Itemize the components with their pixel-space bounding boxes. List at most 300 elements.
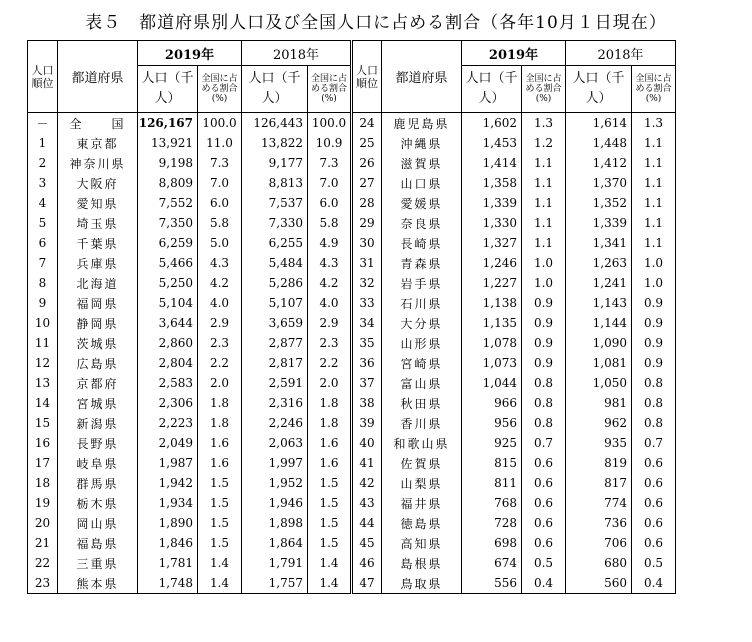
prefecture-cell: 沖縄県 bbox=[382, 133, 462, 153]
population-2019-cell: 1,890 bbox=[138, 513, 198, 533]
share-2018-cell: 2.3 bbox=[308, 333, 352, 353]
share-2019-cell: 0.8 bbox=[522, 393, 566, 413]
share-2018-cell: 1.4 bbox=[308, 553, 352, 573]
population-2018-cell: 1,241 bbox=[566, 273, 632, 293]
rank-cell: 27 bbox=[359, 176, 375, 190]
prefecture-cell: 山梨県 bbox=[382, 473, 462, 493]
population-2018-cell: 2,246 bbox=[242, 413, 308, 433]
share-2019-cell: 2.9 bbox=[198, 313, 242, 333]
share-2018-cell: 6.0 bbox=[308, 193, 352, 213]
share-2019-cell: 1.1 bbox=[522, 233, 566, 253]
population-2019-cell: 5,104 bbox=[138, 293, 198, 313]
prefecture-cell: 滋賀県 bbox=[382, 153, 462, 173]
population-2018-cell: 1,898 bbox=[242, 513, 308, 533]
population-2019-cell: 1,987 bbox=[138, 453, 198, 473]
population-2018-cell: 9,177 bbox=[242, 153, 308, 173]
population-2018-cell: 706 bbox=[566, 533, 632, 553]
population-2018-cell: 1,339 bbox=[566, 213, 632, 233]
population-2018-cell: 1,952 bbox=[242, 473, 308, 493]
share-2018-cell: 1.6 bbox=[308, 453, 352, 473]
share-2018-cell: 0.9 bbox=[632, 333, 676, 353]
rank-cell: 6 bbox=[28, 233, 58, 253]
share-2018-cell: 5.8 bbox=[308, 213, 352, 233]
population-2019-cell: 698 bbox=[462, 533, 522, 553]
rank-cell: 3 bbox=[28, 173, 58, 193]
table-row bbox=[28, 553, 676, 573]
population-2019-cell: 1,044 bbox=[462, 373, 522, 393]
share-2019-cell: 4.0 bbox=[198, 293, 242, 313]
rank-cell: 25 bbox=[359, 136, 375, 150]
population-2019-cell: 1,846 bbox=[138, 533, 198, 553]
share-2019-header-right: 全国に占める割合(%) bbox=[522, 66, 566, 113]
rank-cell: 21 bbox=[28, 533, 58, 553]
share-2019-cell: 0.9 bbox=[522, 333, 566, 353]
population-2018-cell: 819 bbox=[566, 453, 632, 473]
population-2019-cell: 811 bbox=[462, 473, 522, 493]
rank-cell: 16 bbox=[28, 433, 58, 453]
share-2019-cell: 1.4 bbox=[198, 553, 242, 573]
prefecture-cell: 島根県 bbox=[382, 553, 462, 573]
rank-cell: 2 bbox=[28, 153, 58, 173]
year-2019-header-right: 2019年 bbox=[462, 41, 566, 66]
share-2018-cell: 1.8 bbox=[308, 413, 352, 433]
rank-cell: 38 bbox=[359, 396, 375, 410]
prefecture-cell: 秋田県 bbox=[382, 393, 462, 413]
table-body bbox=[28, 113, 676, 594]
population-2018-cell: 8,813 bbox=[242, 173, 308, 193]
table-row bbox=[28, 193, 676, 213]
population-2018-cell: 2,591 bbox=[242, 373, 308, 393]
year-2019-header: 2019年 bbox=[138, 41, 242, 66]
share-2019-cell: 0.7 bbox=[522, 433, 566, 453]
population-2019-cell: 1,227 bbox=[462, 273, 522, 293]
population-2019-cell: 674 bbox=[462, 553, 522, 573]
prefecture-cell: 青森県 bbox=[382, 253, 462, 273]
share-2019-cell: 1.1 bbox=[522, 173, 566, 193]
population-2019-cell: 7,350 bbox=[138, 213, 198, 233]
table-row bbox=[28, 473, 676, 493]
population-2019-cell: 5,466 bbox=[138, 253, 198, 273]
share-2018-cell: 0.6 bbox=[632, 453, 676, 473]
share-2019-cell: 11.0 bbox=[198, 133, 242, 153]
share-2018-cell: 0.6 bbox=[632, 533, 676, 553]
rank-cell: 37 bbox=[359, 376, 375, 390]
share-2018-cell: 1.5 bbox=[308, 493, 352, 513]
rank-cell: 36 bbox=[359, 356, 375, 370]
population-2018-cell: 2,817 bbox=[242, 353, 308, 373]
rank-cell: 35 bbox=[359, 336, 375, 350]
population-2018-cell: 1,352 bbox=[566, 193, 632, 213]
table-row bbox=[28, 133, 676, 153]
prefecture-cell: 群馬県 bbox=[58, 473, 138, 493]
share-2019-cell: 5.8 bbox=[198, 213, 242, 233]
share-2018-cell: 0.9 bbox=[632, 353, 676, 373]
population-2019-cell: 966 bbox=[462, 393, 522, 413]
share-2018-cell: 2.9 bbox=[308, 313, 352, 333]
prefecture-cell: 千葉県 bbox=[58, 233, 138, 253]
share-2018-cell: 1.5 bbox=[308, 473, 352, 493]
share-2019-cell: 0.8 bbox=[522, 373, 566, 393]
population-2019-cell: 1,934 bbox=[138, 493, 198, 513]
share-2019-cell: 7.0 bbox=[198, 173, 242, 193]
share-2018-cell: 1.1 bbox=[632, 173, 676, 193]
share-2019-cell: 5.0 bbox=[198, 233, 242, 253]
population-2019-cell: 1,330 bbox=[462, 213, 522, 233]
population-2018-cell: 2,877 bbox=[242, 333, 308, 353]
rank-cell: 12 bbox=[28, 353, 58, 373]
population-2018-cell: 5,286 bbox=[242, 273, 308, 293]
table-row bbox=[28, 513, 676, 533]
share-2019-cell: 0.8 bbox=[522, 413, 566, 433]
table-row bbox=[28, 273, 676, 293]
share-2018-header-right: 全国に占める割合(%) bbox=[632, 66, 676, 113]
share-2018-cell: 4.2 bbox=[308, 273, 352, 293]
population-2019-cell: 2,860 bbox=[138, 333, 198, 353]
prefecture-cell: 長野県 bbox=[58, 433, 138, 453]
share-2018-cell: 4.0 bbox=[308, 293, 352, 313]
prefecture-cell: 神奈川県 bbox=[58, 153, 138, 173]
share-2019-cell: 0.6 bbox=[522, 473, 566, 493]
rank-cell: 33 bbox=[359, 296, 375, 310]
rank-cell: 19 bbox=[28, 493, 58, 513]
share-2018-cell: 1.0 bbox=[632, 253, 676, 273]
rank-header: 人口順位 bbox=[28, 41, 58, 113]
population-2019-cell: 2,223 bbox=[138, 413, 198, 433]
table-row bbox=[28, 333, 676, 353]
prefecture-cell: 岡山県 bbox=[58, 513, 138, 533]
population-2018-cell: 1,144 bbox=[566, 313, 632, 333]
prefecture-cell: 宮崎県 bbox=[382, 353, 462, 373]
prefecture-cell: 京都府 bbox=[58, 373, 138, 393]
rank-cell: 23 bbox=[28, 573, 58, 594]
rank-cell: 17 bbox=[28, 453, 58, 473]
table-row bbox=[28, 413, 676, 433]
prefecture-cell: 北海道 bbox=[58, 273, 138, 293]
share-2018-cell: 10.9 bbox=[308, 133, 352, 153]
table-row bbox=[28, 573, 676, 594]
rank-cell: 29 bbox=[359, 216, 375, 230]
share-2018-cell: 1.1 bbox=[632, 153, 676, 173]
share-2019-cell: 2.3 bbox=[198, 333, 242, 353]
rank-cell: 15 bbox=[28, 413, 58, 433]
prefecture-cell: 山形県 bbox=[382, 333, 462, 353]
population-2019-cell: 1,358 bbox=[462, 173, 522, 193]
rank-cell: 24 bbox=[352, 113, 382, 134]
rank-cell: 18 bbox=[28, 473, 58, 493]
rank-cell: 13 bbox=[28, 373, 58, 393]
population-2019-cell: 1,327 bbox=[462, 233, 522, 253]
rank-cell: 39 bbox=[359, 416, 375, 430]
rank-cell: 41 bbox=[359, 456, 375, 470]
rank-cell: 26 bbox=[359, 156, 375, 170]
prefecture-cell: 福島県 bbox=[58, 533, 138, 553]
rank-cell: 10 bbox=[28, 313, 58, 333]
share-2019-cell: 6.0 bbox=[198, 193, 242, 213]
rank-cell: 7 bbox=[28, 253, 58, 273]
rank-header-right: 人口順位 bbox=[352, 41, 382, 113]
prefecture-cell: 愛媛県 bbox=[382, 193, 462, 213]
table-row bbox=[28, 213, 676, 233]
share-2019-header: 全国に占める割合(%) bbox=[198, 66, 242, 113]
prefecture-cell: 徳島県 bbox=[382, 513, 462, 533]
population-2018-cell: 1,081 bbox=[566, 353, 632, 373]
population-2019-cell: 1,748 bbox=[138, 573, 198, 594]
share-2019-cell: 2.0 bbox=[198, 373, 242, 393]
table-row bbox=[28, 393, 676, 413]
population-2019-cell: 925 bbox=[462, 433, 522, 453]
rank-cell: 4 bbox=[28, 193, 58, 213]
share-2019-cell: 0.9 bbox=[522, 293, 566, 313]
table-row bbox=[28, 233, 676, 253]
share-2018-cell: 1.0 bbox=[632, 273, 676, 293]
table-row bbox=[28, 113, 676, 134]
rank-cell: 14 bbox=[28, 393, 58, 413]
table-row bbox=[28, 433, 676, 453]
population-2018-cell: 774 bbox=[566, 493, 632, 513]
table-row bbox=[28, 293, 676, 313]
population-2018-cell: 1,090 bbox=[566, 333, 632, 353]
share-2019-cell: 0.4 bbox=[522, 573, 566, 594]
rank-cell: 31 bbox=[359, 256, 375, 270]
table-row bbox=[28, 373, 676, 393]
share-2018-cell: 0.9 bbox=[632, 313, 676, 333]
share-2019-cell: 0.9 bbox=[522, 313, 566, 333]
share-2018-cell: 7.0 bbox=[308, 173, 352, 193]
population-2018-cell: 6,255 bbox=[242, 233, 308, 253]
population-table-wrapper bbox=[27, 40, 676, 594]
population-2019-cell: 1,135 bbox=[462, 313, 522, 333]
prefecture-cell: 宮城県 bbox=[58, 393, 138, 413]
population-2018-cell: 560 bbox=[566, 573, 632, 594]
rank-cell: 30 bbox=[359, 236, 375, 250]
table-row bbox=[28, 353, 676, 373]
share-2018-cell: 1.6 bbox=[308, 433, 352, 453]
population-2018-cell: 1,143 bbox=[566, 293, 632, 313]
prefecture-cell: 佐賀県 bbox=[382, 453, 462, 473]
share-2019-cell: 1.2 bbox=[522, 133, 566, 153]
rank-cell: 22 bbox=[28, 553, 58, 573]
share-2019-cell: 1.8 bbox=[198, 393, 242, 413]
prefecture-cell: 東京都 bbox=[58, 133, 138, 153]
rank-cell: 11 bbox=[28, 333, 58, 353]
share-2019-cell: 100.0 bbox=[198, 113, 242, 134]
population-2019-cell: 1,453 bbox=[462, 133, 522, 153]
share-2018-cell: 2.0 bbox=[308, 373, 352, 393]
share-2018-cell: 1.5 bbox=[308, 513, 352, 533]
population-2019-cell: 728 bbox=[462, 513, 522, 533]
share-2019-cell: 1.5 bbox=[198, 473, 242, 493]
population-2019-header: 人口（千人） bbox=[138, 66, 198, 113]
share-2019-cell: 0.5 bbox=[522, 553, 566, 573]
share-2018-cell: 100.0 bbox=[308, 113, 352, 134]
prefecture-cell: 鹿児島県 bbox=[382, 113, 462, 134]
population-2019-cell: 2,306 bbox=[138, 393, 198, 413]
share-2018-cell: 2.2 bbox=[308, 353, 352, 373]
share-2018-cell: 1.5 bbox=[308, 533, 352, 553]
share-2018-cell: 0.5 bbox=[632, 553, 676, 573]
population-2018-cell: 1,263 bbox=[566, 253, 632, 273]
population-2019-cell: 2,049 bbox=[138, 433, 198, 453]
prefecture-cell: 静岡県 bbox=[58, 313, 138, 333]
prefecture-cell: 兵庫県 bbox=[58, 253, 138, 273]
population-2019-cell: 6,259 bbox=[138, 233, 198, 253]
share-2018-cell: 0.6 bbox=[632, 473, 676, 493]
population-2019-cell: 1,602 bbox=[462, 113, 522, 134]
year-2018-header-right: 2018年 bbox=[566, 41, 676, 66]
population-2019-cell: 2,804 bbox=[138, 353, 198, 373]
prefecture-cell: 全 国 bbox=[58, 113, 138, 134]
rank-cell: 43 bbox=[359, 496, 375, 510]
population-2018-cell: 5,484 bbox=[242, 253, 308, 273]
prefecture-cell: 福岡県 bbox=[58, 293, 138, 313]
header-row-years bbox=[28, 41, 676, 66]
population-2019-cell: 1,138 bbox=[462, 293, 522, 313]
population-2018-header-right: 人口（千人） bbox=[566, 66, 632, 113]
population-2018-cell: 935 bbox=[566, 433, 632, 453]
population-2019-cell: 1,942 bbox=[138, 473, 198, 493]
population-2019-cell: 2,583 bbox=[138, 373, 198, 393]
population-2019-cell: 9,198 bbox=[138, 153, 198, 173]
prefecture-cell: 埼玉県 bbox=[58, 213, 138, 233]
population-2018-cell: 5,107 bbox=[242, 293, 308, 313]
share-2019-cell: 7.3 bbox=[198, 153, 242, 173]
prefecture-cell: 三重県 bbox=[58, 553, 138, 573]
prefecture-cell: 長崎県 bbox=[382, 233, 462, 253]
share-2018-cell: 1.1 bbox=[632, 213, 676, 233]
share-2019-cell: 4.2 bbox=[198, 273, 242, 293]
population-2019-cell: 126,167 bbox=[138, 113, 198, 134]
share-2018-cell: 1.1 bbox=[632, 133, 676, 153]
table-row bbox=[28, 173, 676, 193]
rank-cell: 44 bbox=[359, 516, 375, 530]
share-2018-cell: 0.8 bbox=[632, 393, 676, 413]
population-2018-cell: 981 bbox=[566, 393, 632, 413]
share-2018-cell: 0.4 bbox=[632, 573, 676, 594]
share-2019-cell: 0.6 bbox=[522, 513, 566, 533]
share-2019-cell: 0.6 bbox=[522, 533, 566, 553]
population-2018-cell: 7,330 bbox=[242, 213, 308, 233]
share-2019-cell: 1.0 bbox=[522, 273, 566, 293]
rank-cell: 32 bbox=[359, 276, 375, 290]
share-2018-cell: 1.8 bbox=[308, 393, 352, 413]
prefecture-cell: 熊本県 bbox=[58, 573, 138, 594]
population-2018-cell: 3,659 bbox=[242, 313, 308, 333]
share-2018-cell: 1.4 bbox=[308, 573, 352, 594]
share-2019-cell: 1.5 bbox=[198, 493, 242, 513]
rank-cell: 47 bbox=[352, 573, 382, 594]
prefecture-cell: 栃木県 bbox=[58, 493, 138, 513]
rank-cell: 46 bbox=[359, 556, 375, 570]
prefecture-cell: 福井県 bbox=[382, 493, 462, 513]
share-2018-cell: 0.6 bbox=[632, 513, 676, 533]
prefecture-header: 都道府県 bbox=[58, 41, 138, 113]
rank-cell: 20 bbox=[28, 513, 58, 533]
prefecture-cell: 富山県 bbox=[382, 373, 462, 393]
share-2018-cell: 4.3 bbox=[308, 253, 352, 273]
population-2018-cell: 1,341 bbox=[566, 233, 632, 253]
share-2018-cell: 0.6 bbox=[632, 493, 676, 513]
population-2019-cell: 556 bbox=[462, 573, 522, 594]
rank-cell: 28 bbox=[359, 196, 375, 210]
population-2018-cell: 1,791 bbox=[242, 553, 308, 573]
prefecture-cell: 新潟県 bbox=[58, 413, 138, 433]
share-2019-cell: 1.1 bbox=[522, 153, 566, 173]
rank-cell: － bbox=[28, 113, 58, 134]
prefecture-cell: 岩手県 bbox=[382, 273, 462, 293]
prefecture-cell: 和歌山県 bbox=[382, 433, 462, 453]
population-2019-cell: 13,921 bbox=[138, 133, 198, 153]
prefecture-cell: 広島県 bbox=[58, 353, 138, 373]
population-2019-cell: 1,781 bbox=[138, 553, 198, 573]
population-2019-cell: 3,644 bbox=[138, 313, 198, 333]
rank-cell: 42 bbox=[359, 476, 375, 490]
population-2018-cell: 680 bbox=[566, 553, 632, 573]
population-2018-cell: 126,443 bbox=[242, 113, 308, 134]
table-row bbox=[28, 533, 676, 553]
share-2018-cell: 7.3 bbox=[308, 153, 352, 173]
share-2018-cell: 0.7 bbox=[632, 433, 676, 453]
prefecture-cell: 山口県 bbox=[382, 173, 462, 193]
share-2019-cell: 0.9 bbox=[522, 353, 566, 373]
rank-cell: 5 bbox=[28, 213, 58, 233]
population-2018-cell: 1,370 bbox=[566, 173, 632, 193]
population-2018-cell: 7,537 bbox=[242, 193, 308, 213]
rank-cell: 1 bbox=[28, 133, 58, 153]
population-2018-cell: 1,997 bbox=[242, 453, 308, 473]
share-2018-cell: 1.1 bbox=[632, 193, 676, 213]
rank-cell: 8 bbox=[28, 273, 58, 293]
population-2019-cell: 768 bbox=[462, 493, 522, 513]
population-2018-cell: 1,050 bbox=[566, 373, 632, 393]
population-2018-cell: 1,864 bbox=[242, 533, 308, 553]
population-2018-cell: 1,614 bbox=[566, 113, 632, 134]
population-2019-cell: 1,339 bbox=[462, 193, 522, 213]
share-2019-cell: 1.1 bbox=[522, 213, 566, 233]
population-2018-cell: 2,316 bbox=[242, 393, 308, 413]
population-2019-cell: 815 bbox=[462, 453, 522, 473]
prefecture-cell: 大分県 bbox=[382, 313, 462, 333]
population-2018-cell: 1,448 bbox=[566, 133, 632, 153]
rank-cell: 40 bbox=[359, 436, 375, 450]
table-row bbox=[28, 153, 676, 173]
prefecture-cell: 大阪府 bbox=[58, 173, 138, 193]
population-2018-cell: 1,757 bbox=[242, 573, 308, 594]
share-2019-cell: 1.6 bbox=[198, 453, 242, 473]
population-2018-cell: 817 bbox=[566, 473, 632, 493]
population-table bbox=[27, 40, 676, 594]
share-2018-header: 全国に占める割合(%) bbox=[308, 66, 352, 113]
share-2019-cell: 1.4 bbox=[198, 573, 242, 594]
population-2019-header-right: 人口（千人） bbox=[462, 66, 522, 113]
population-2019-cell: 1,246 bbox=[462, 253, 522, 273]
prefecture-header-right: 都道府県 bbox=[382, 41, 462, 113]
population-2018-cell: 1,946 bbox=[242, 493, 308, 513]
share-2018-cell: 1.3 bbox=[632, 113, 676, 134]
year-2018-header: 2018年 bbox=[242, 41, 352, 66]
table-row bbox=[28, 253, 676, 273]
share-2019-cell: 1.5 bbox=[198, 513, 242, 533]
population-2019-cell: 956 bbox=[462, 413, 522, 433]
population-2019-cell: 1,414 bbox=[462, 153, 522, 173]
table-row bbox=[28, 493, 676, 513]
share-2018-cell: 0.9 bbox=[632, 293, 676, 313]
prefecture-cell: 茨城県 bbox=[58, 333, 138, 353]
population-2019-cell: 7,552 bbox=[138, 193, 198, 213]
prefecture-cell: 石川県 bbox=[382, 293, 462, 313]
population-2018-cell: 1,412 bbox=[566, 153, 632, 173]
share-2018-cell: 0.8 bbox=[632, 373, 676, 393]
share-2019-cell: 1.1 bbox=[522, 193, 566, 213]
